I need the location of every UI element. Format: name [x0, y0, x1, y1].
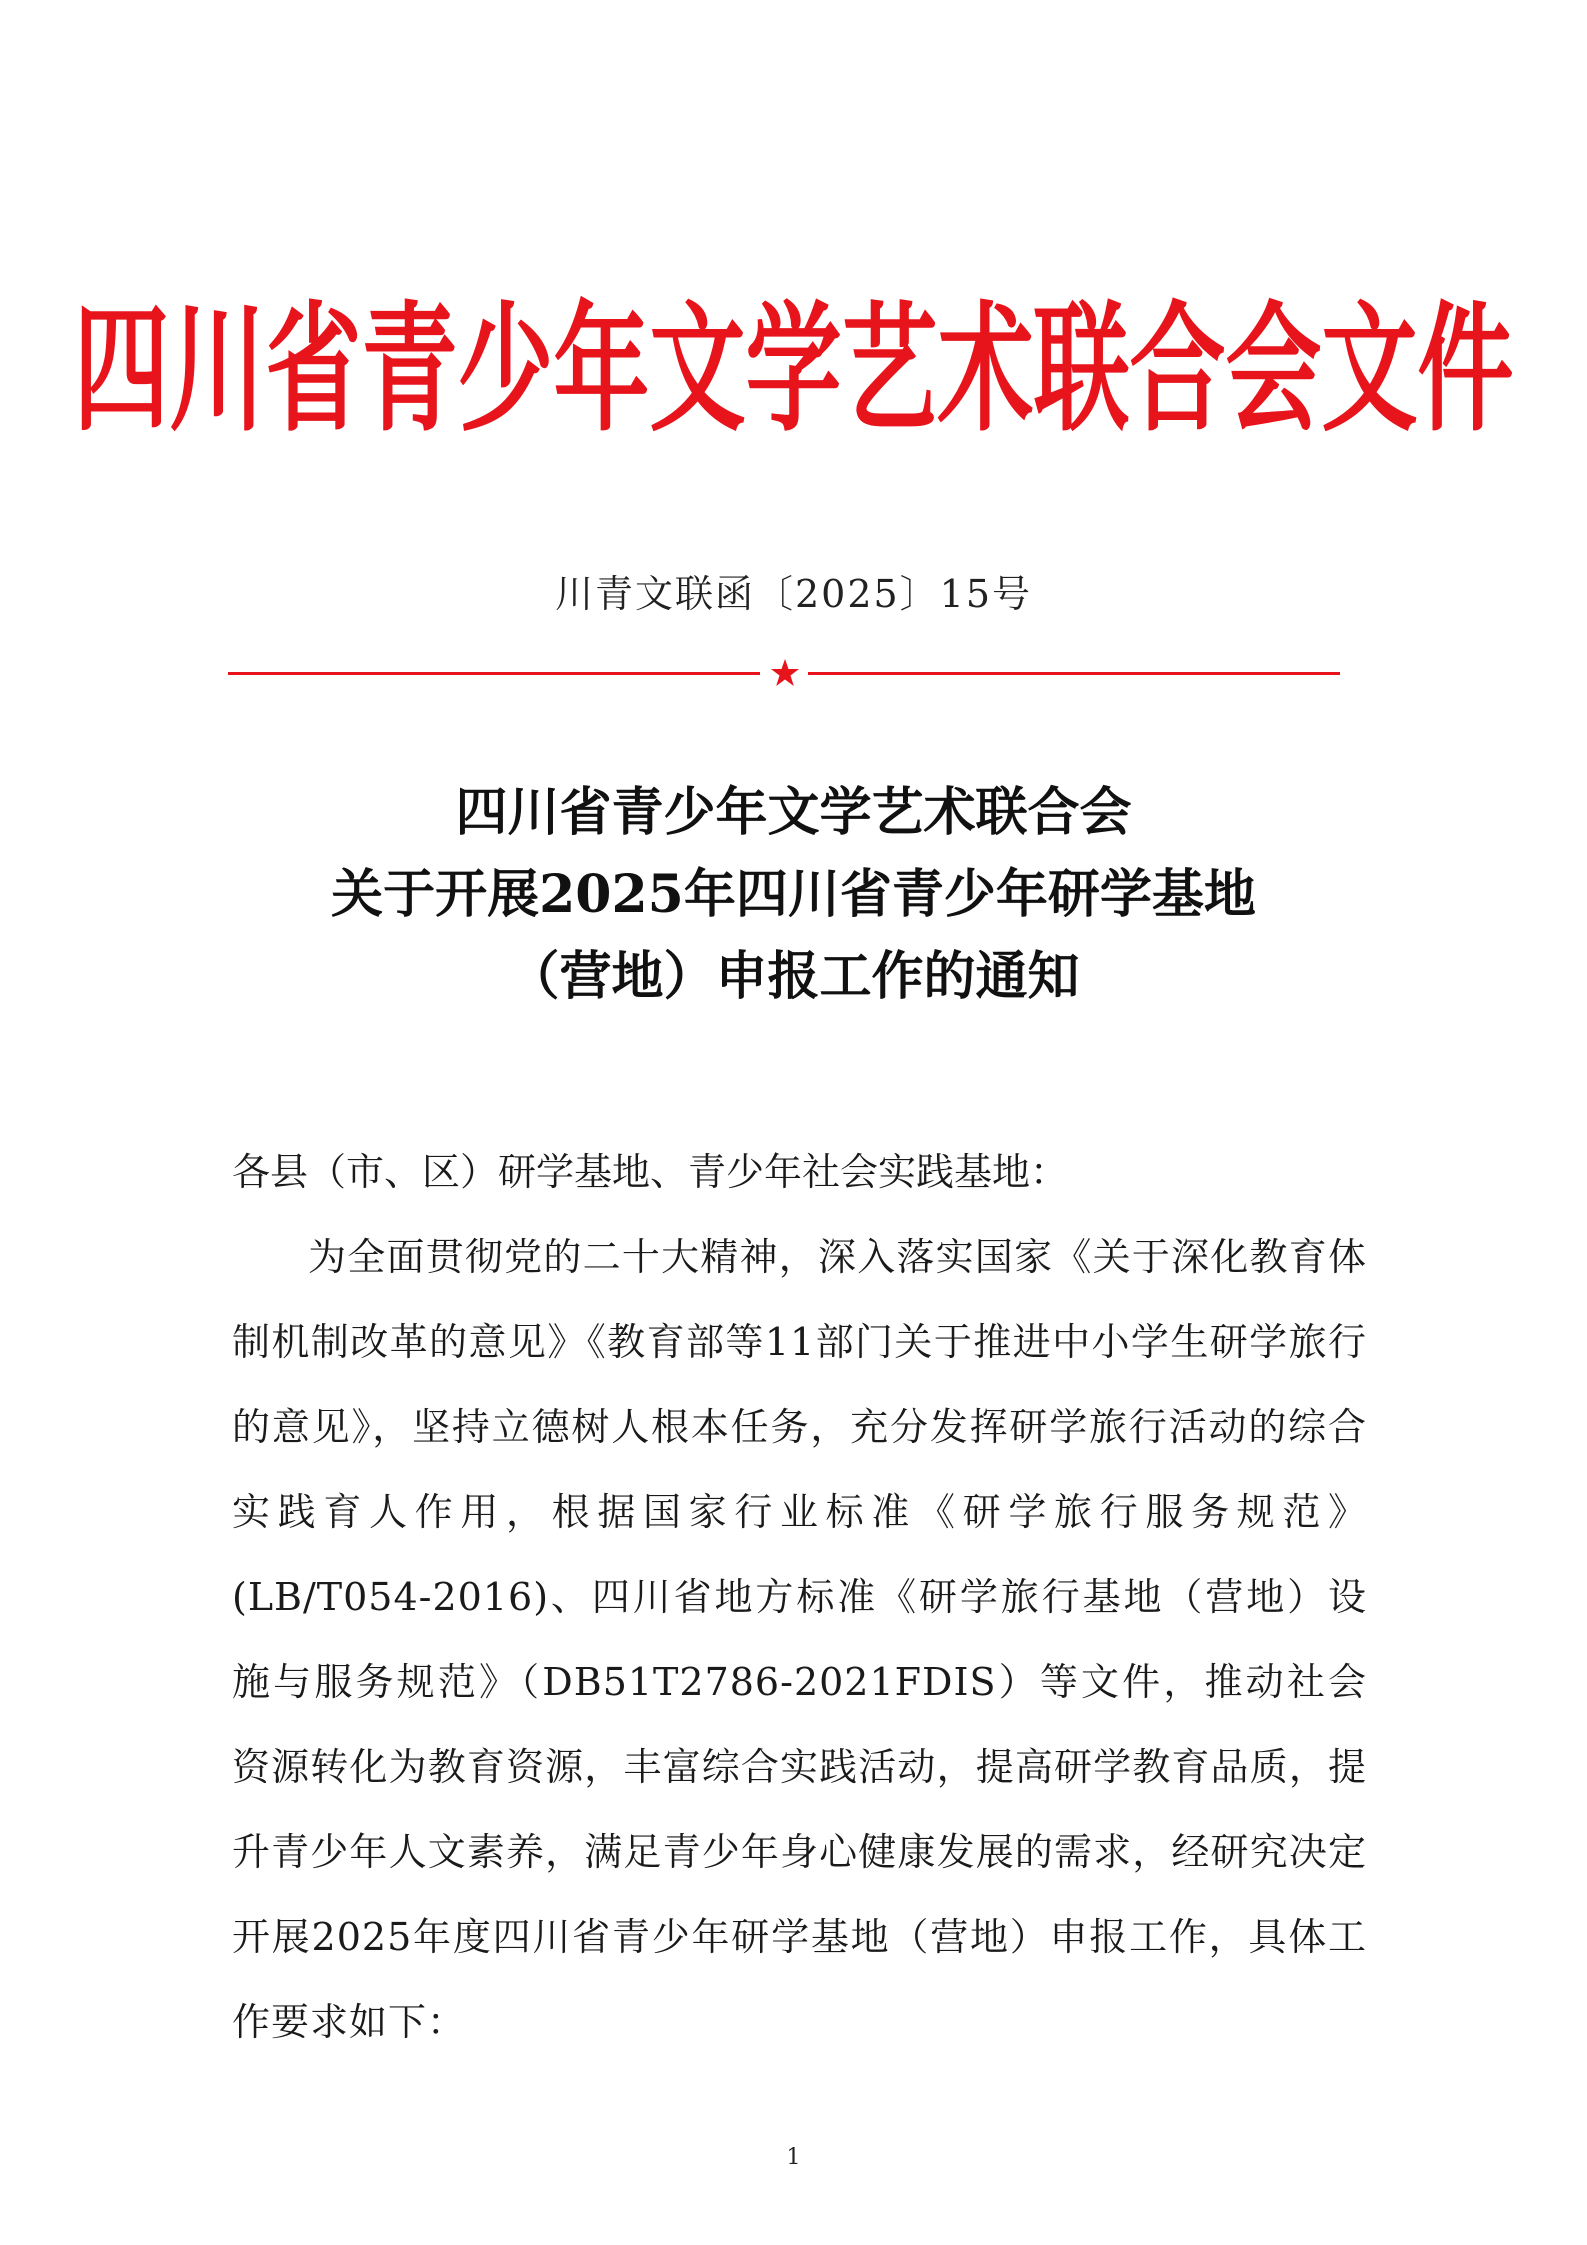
body-paragraph: 为全面贯彻党的二十大精神，深入落实国家《关于深化教育体制机制改革的意见》《教育部等11部门关于推进中小学生研学旅行的意见》，坚持立德树人根本任务，充分发挥研学旅行活动的综合实践育人作用，根据国家行业标准《研学旅行服务规范》(LB/T054-2016)、四川省地方标准《研学旅行基地（营地）设施与服务规范》（DB51T2786-2021FDIS）等文件，推动社会资源转化为教育资源，丰富综合实践活动，提高研学教育品质，提升青少年人文素养，满足青少年身心健康发展的需求，经研究决定开展2025年度四川省青少年研学基地（营地）申报工作，具体工作要求如下：	[232, 1235, 1367, 2044]
star-icon	[770, 658, 800, 688]
salutation: 各县（市、区）研学基地、青少年社会实践基地：	[232, 1150, 1069, 1194]
page-number: 1	[786, 2145, 801, 2170]
divider-line-right	[808, 672, 1340, 675]
notice-title	[0, 772, 1587, 1018]
masthead-title: 四川省青少年文学艺术联合会文件	[73, 288, 1514, 451]
red-divider	[228, 658, 1340, 688]
title-line-3: （营地）申报工作的通知	[507, 946, 1080, 1007]
title-line-1: 四川省青少年文学艺术联合会	[455, 782, 1132, 843]
document-number: 川青文联函〔2025〕15号	[554, 572, 1033, 616]
notice-body	[232, 1130, 1367, 2065]
divider-line-left	[228, 672, 760, 675]
title-line-2: 关于开展2025年四川省青少年研学基地	[331, 864, 1256, 925]
